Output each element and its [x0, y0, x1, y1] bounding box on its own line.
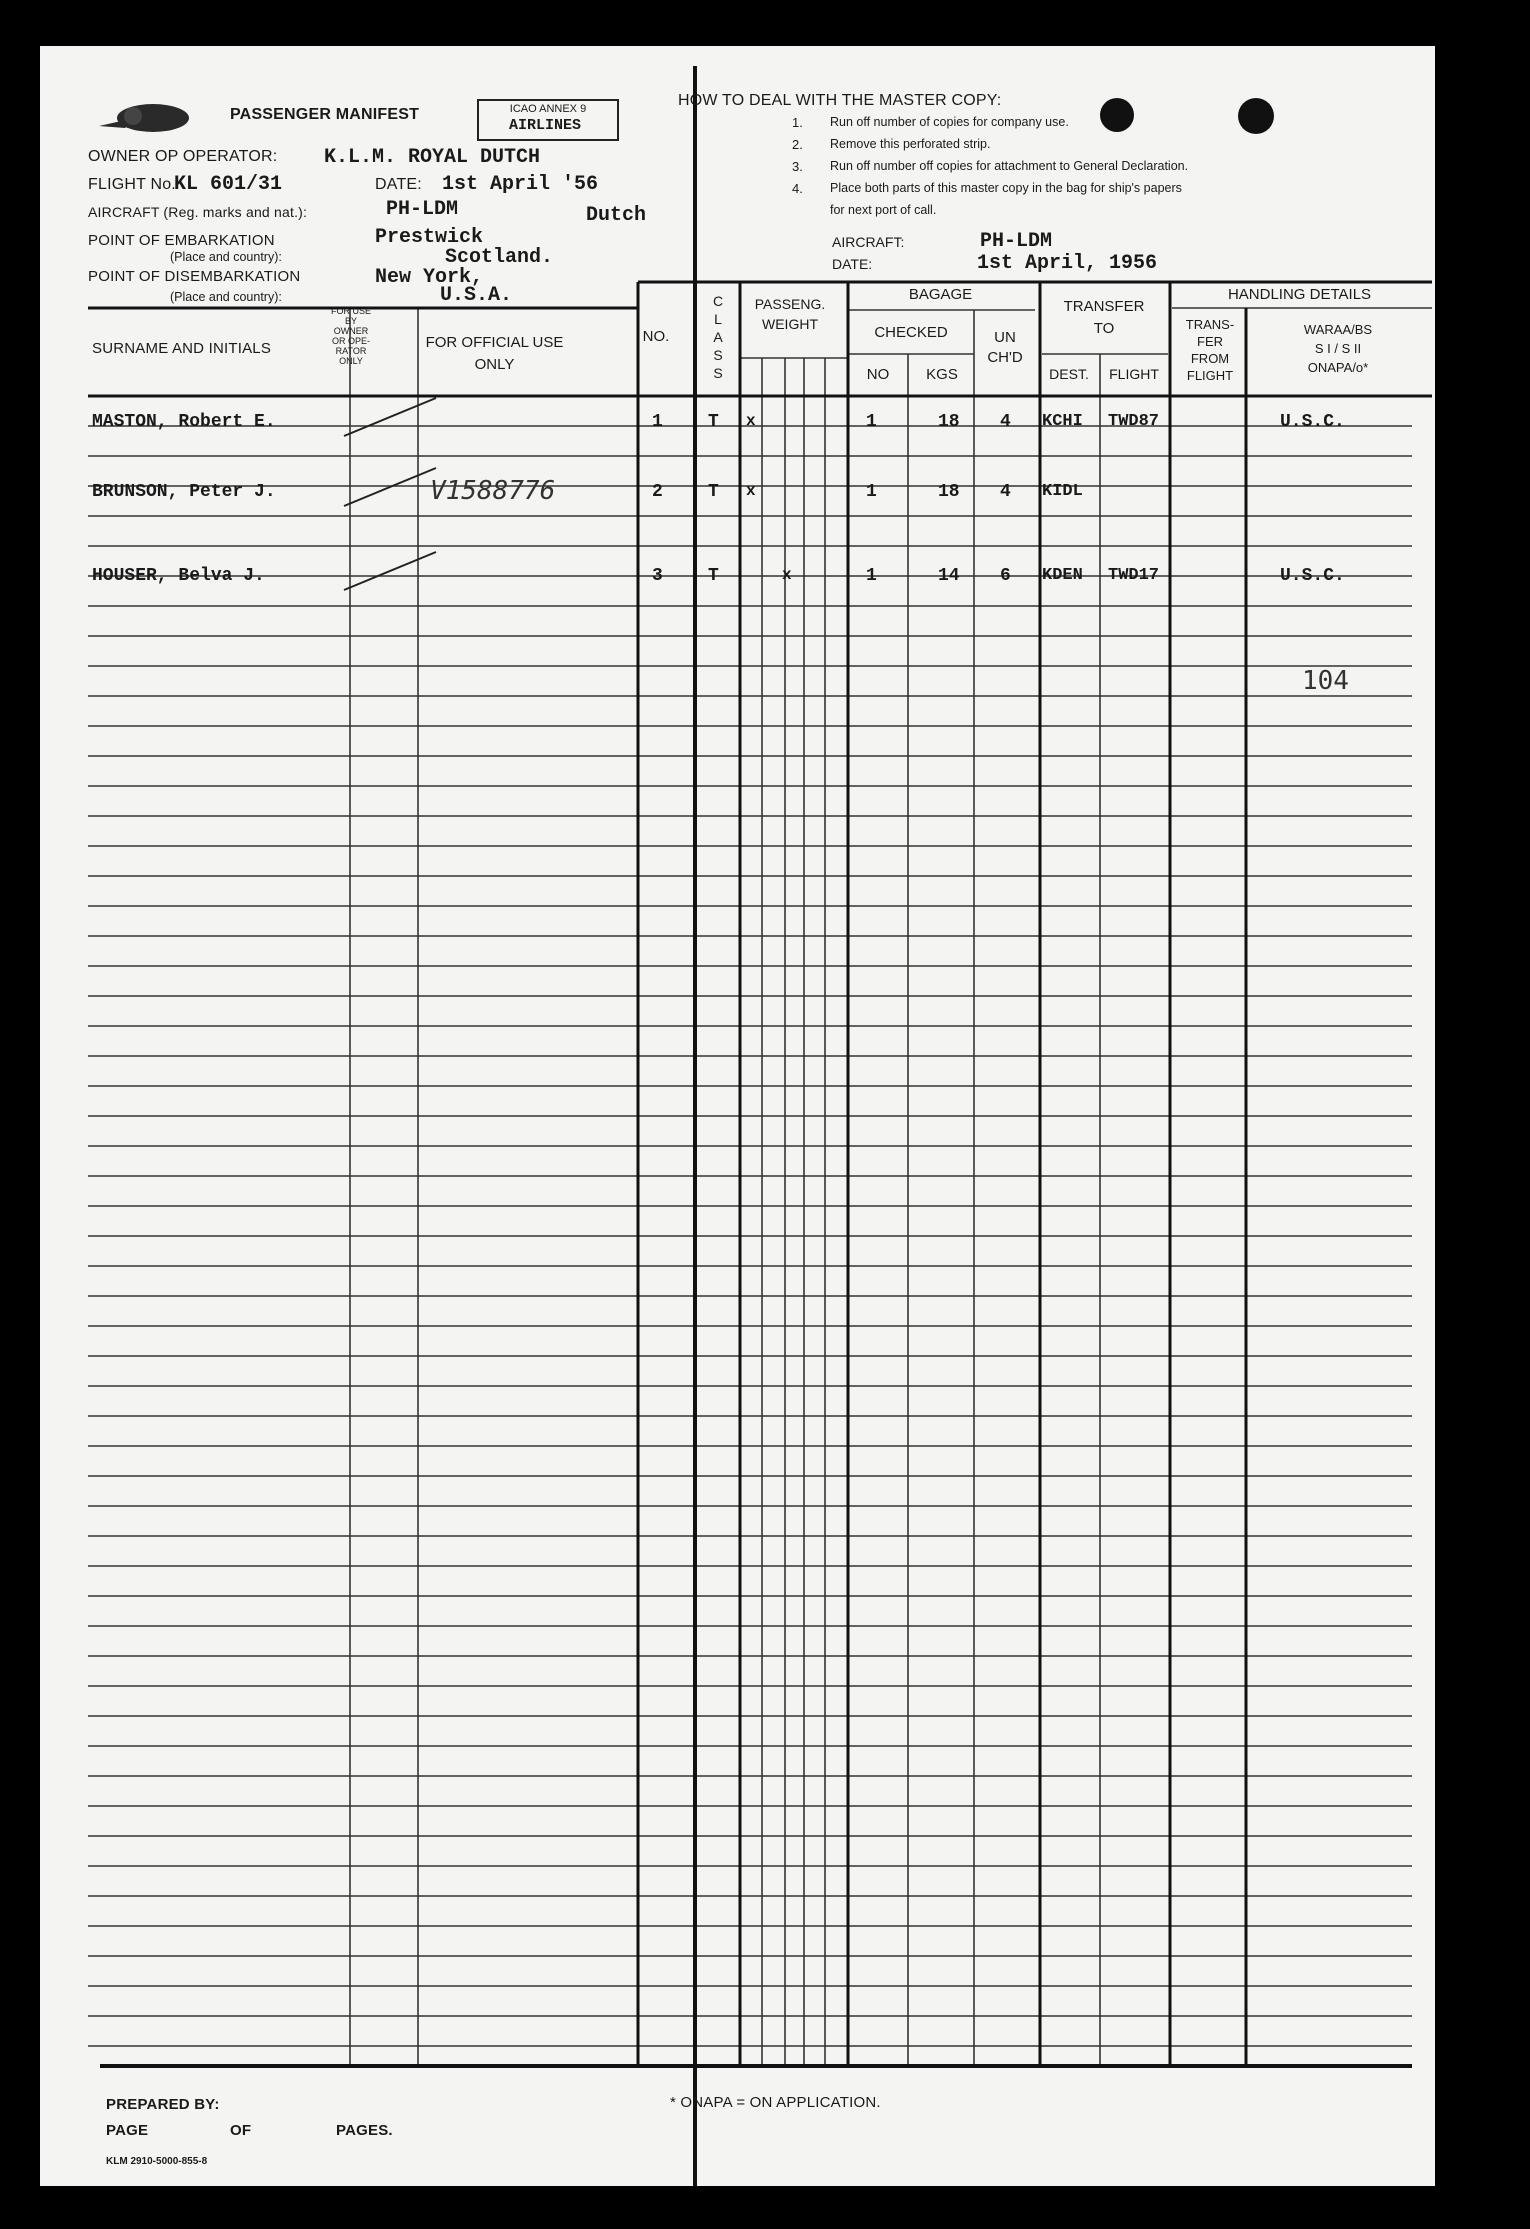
bag-kgs: 18	[938, 412, 960, 432]
col-class-line: S	[713, 365, 723, 381]
passenger-name: HOUSER, Belva J.	[92, 566, 265, 586]
col-no: NO.	[642, 328, 670, 345]
col-weight-line: WEIGHT	[762, 316, 818, 332]
passenger-no: 3	[652, 566, 663, 586]
aircraft-label: AIRCRAFT (Reg. marks and nat.):	[88, 204, 308, 220]
disembark-value: New York,	[375, 266, 484, 289]
col-tfrom-line: FLIGHT	[1186, 368, 1234, 383]
embark-value: Prestwick	[375, 226, 484, 249]
col-transfer-from	[1174, 316, 1246, 384]
col-class	[706, 292, 730, 382]
col-foruse-line: OWNER	[333, 326, 369, 336]
instructions-date-label: DATE:	[832, 256, 873, 272]
passenger-weight-mark: x	[746, 482, 756, 500]
icao-box	[477, 99, 619, 141]
col-for-use	[325, 306, 377, 366]
form-title: PASSENGER MANIFEST	[230, 106, 420, 123]
col-foruse-line: OR OPE-	[331, 336, 370, 346]
unchecked-kgs: 4	[1000, 412, 1011, 432]
col-waraa-line: S I / S II	[1314, 341, 1362, 356]
col-class-line: A	[713, 329, 723, 345]
onapa-note: * ONAPA = ON APPLICATION.	[670, 2094, 881, 2111]
col-class-line: S	[713, 347, 723, 363]
passenger-class: T	[708, 412, 719, 432]
bag-kgs: 14	[938, 566, 960, 586]
col-waraa-line: ONAPA/o*	[1307, 360, 1369, 375]
pen-check-mark-icon	[340, 462, 460, 522]
instruction-number: 4.	[792, 181, 803, 196]
col-weight-line: PASSENG.	[754, 296, 826, 312]
embark-label: POINT OF EMBARKATION	[88, 232, 275, 249]
margin-note: 104	[1302, 666, 1349, 696]
col-foruse-line: FOR USE	[330, 306, 371, 316]
instructions-date-value: 1st April, 1956	[977, 252, 1158, 275]
pen-check-mark-icon	[340, 546, 460, 606]
date-label: DATE:	[375, 176, 422, 193]
transfer-flight: TWD87	[1108, 412, 1160, 431]
disembark-country: U.S.A.	[440, 284, 513, 307]
col-dest: DEST.	[1049, 366, 1089, 382]
col-flight: FLIGHT	[1109, 366, 1159, 382]
transfer-flight: TWD17	[1108, 566, 1160, 585]
icao-box-label: ICAO ANNEX 9	[509, 103, 587, 115]
transfer-dest: KIDL	[1042, 482, 1083, 501]
col-tfrom-line: TRANS-	[1185, 317, 1235, 332]
col-unchd-line: CH'D	[987, 349, 1023, 366]
passenger-name: MASTON, Robert E.	[92, 412, 276, 432]
instructions-aircraft-label: AIRCRAFT:	[832, 234, 905, 250]
disembark-label: POINT OF DISEMBARKATION	[88, 268, 301, 285]
instruction-number: 2.	[792, 137, 803, 152]
icao-box-stamp: AIRLINES	[509, 117, 582, 134]
passenger-no: 2	[652, 482, 663, 502]
passenger-class: T	[708, 566, 719, 586]
handling-code: U.S.C.	[1280, 566, 1345, 586]
page-label: PAGE	[106, 2122, 149, 2139]
manifest-sheet	[40, 46, 1435, 2186]
of-label: OF	[230, 2122, 252, 2139]
flight-label: FLIGHT No.	[88, 176, 176, 193]
punch-hole	[1100, 98, 1134, 132]
instruction-number: 3.	[792, 159, 803, 174]
col-official-line: FOR OFFICIAL USE	[425, 334, 564, 351]
col-passeng-weight	[740, 294, 840, 334]
passenger-weight-mark: x	[746, 412, 756, 430]
col-checked-no: NO	[866, 366, 890, 383]
col-official	[412, 332, 577, 376]
bag-count: 1	[866, 412, 877, 432]
col-foruse-line: BY	[344, 316, 357, 326]
embark-sub: (Place and country):	[170, 250, 282, 264]
klm-logo-icon	[95, 96, 195, 146]
col-unchd-line: UN	[994, 329, 1016, 346]
instruction-text: Run off number off copies for attachment to General Declaration.	[830, 159, 1189, 173]
disembark-sub: (Place and country):	[170, 290, 282, 304]
pages-label: PAGES.	[336, 2122, 393, 2139]
aircraft-nat: Dutch	[586, 204, 647, 227]
instruction-text: Remove this perforated strip.	[830, 137, 991, 151]
col-surname: SURNAME AND INITIALS	[92, 340, 272, 357]
transfer-dest: KCHI	[1042, 412, 1083, 431]
instructions-title: HOW TO DEAL WITH THE MASTER COPY:	[678, 92, 1002, 109]
col-tfrom-line: FER	[1197, 334, 1223, 349]
col-class-line: L	[714, 311, 722, 327]
passenger-class: T	[708, 482, 719, 502]
prepared-by: PREPARED BY:	[106, 2096, 220, 2113]
col-class-line: C	[712, 293, 724, 309]
flight-value: KL 601/31	[174, 173, 283, 196]
form-number: KLM 2910-5000-855-8	[106, 2156, 208, 2167]
col-official-line: ONLY	[474, 356, 515, 373]
col-foruse-line: ONLY	[339, 356, 363, 366]
punch-hole	[1238, 98, 1274, 134]
instruction-number: 1.	[792, 115, 803, 130]
col-transfer-line: TO	[1093, 320, 1115, 337]
date-value: 1st April '56	[442, 173, 599, 196]
col-checked: CHECKED	[874, 324, 948, 341]
instruction-text: for next port of call.	[830, 203, 937, 217]
col-foruse-line: RATOR	[335, 346, 367, 356]
instructions-aircraft-value: PH-LDM	[980, 230, 1053, 253]
transfer-dest: KDEN	[1042, 566, 1083, 585]
official-use-number: V1588776	[430, 476, 556, 506]
unchecked-kgs: 6	[1000, 566, 1011, 586]
unchecked-kgs: 4	[1000, 482, 1011, 502]
bag-count: 1	[866, 482, 877, 502]
embark-country: Scotland.	[445, 246, 554, 269]
col-bagage: BAGAGE	[908, 286, 973, 303]
col-checked-kgs: KGS	[926, 366, 958, 383]
col-waraa	[1248, 320, 1428, 377]
col-transfer-to	[1040, 296, 1168, 340]
owner-label: OWNER OP OPERATOR:	[88, 148, 278, 165]
passenger-weight-mark: x	[782, 566, 792, 584]
instruction-text: Run off number of copies for company use.	[830, 115, 1069, 129]
instruction-text: Place both parts of this master copy in the bag for ship's papers	[830, 181, 1182, 195]
bag-count: 1	[866, 566, 877, 586]
col-waraa-line: WARAA/BS	[1303, 322, 1373, 337]
col-handling: HANDLING DETAILS	[1227, 286, 1372, 303]
passenger-no: 1	[652, 412, 663, 432]
aircraft-value: PH-LDM	[386, 198, 459, 221]
owner-value: K.L.M. ROYAL DUTCH	[324, 146, 541, 169]
pen-check-mark-icon	[340, 392, 460, 452]
passenger-name: BRUNSON, Peter J.	[92, 482, 276, 502]
col-transfer-line: TRANSFER	[1063, 298, 1145, 315]
col-unchd	[977, 328, 1033, 368]
handling-code: U.S.C.	[1280, 412, 1345, 432]
col-tfrom-line: FROM	[1190, 351, 1230, 366]
bag-kgs: 18	[938, 482, 960, 502]
